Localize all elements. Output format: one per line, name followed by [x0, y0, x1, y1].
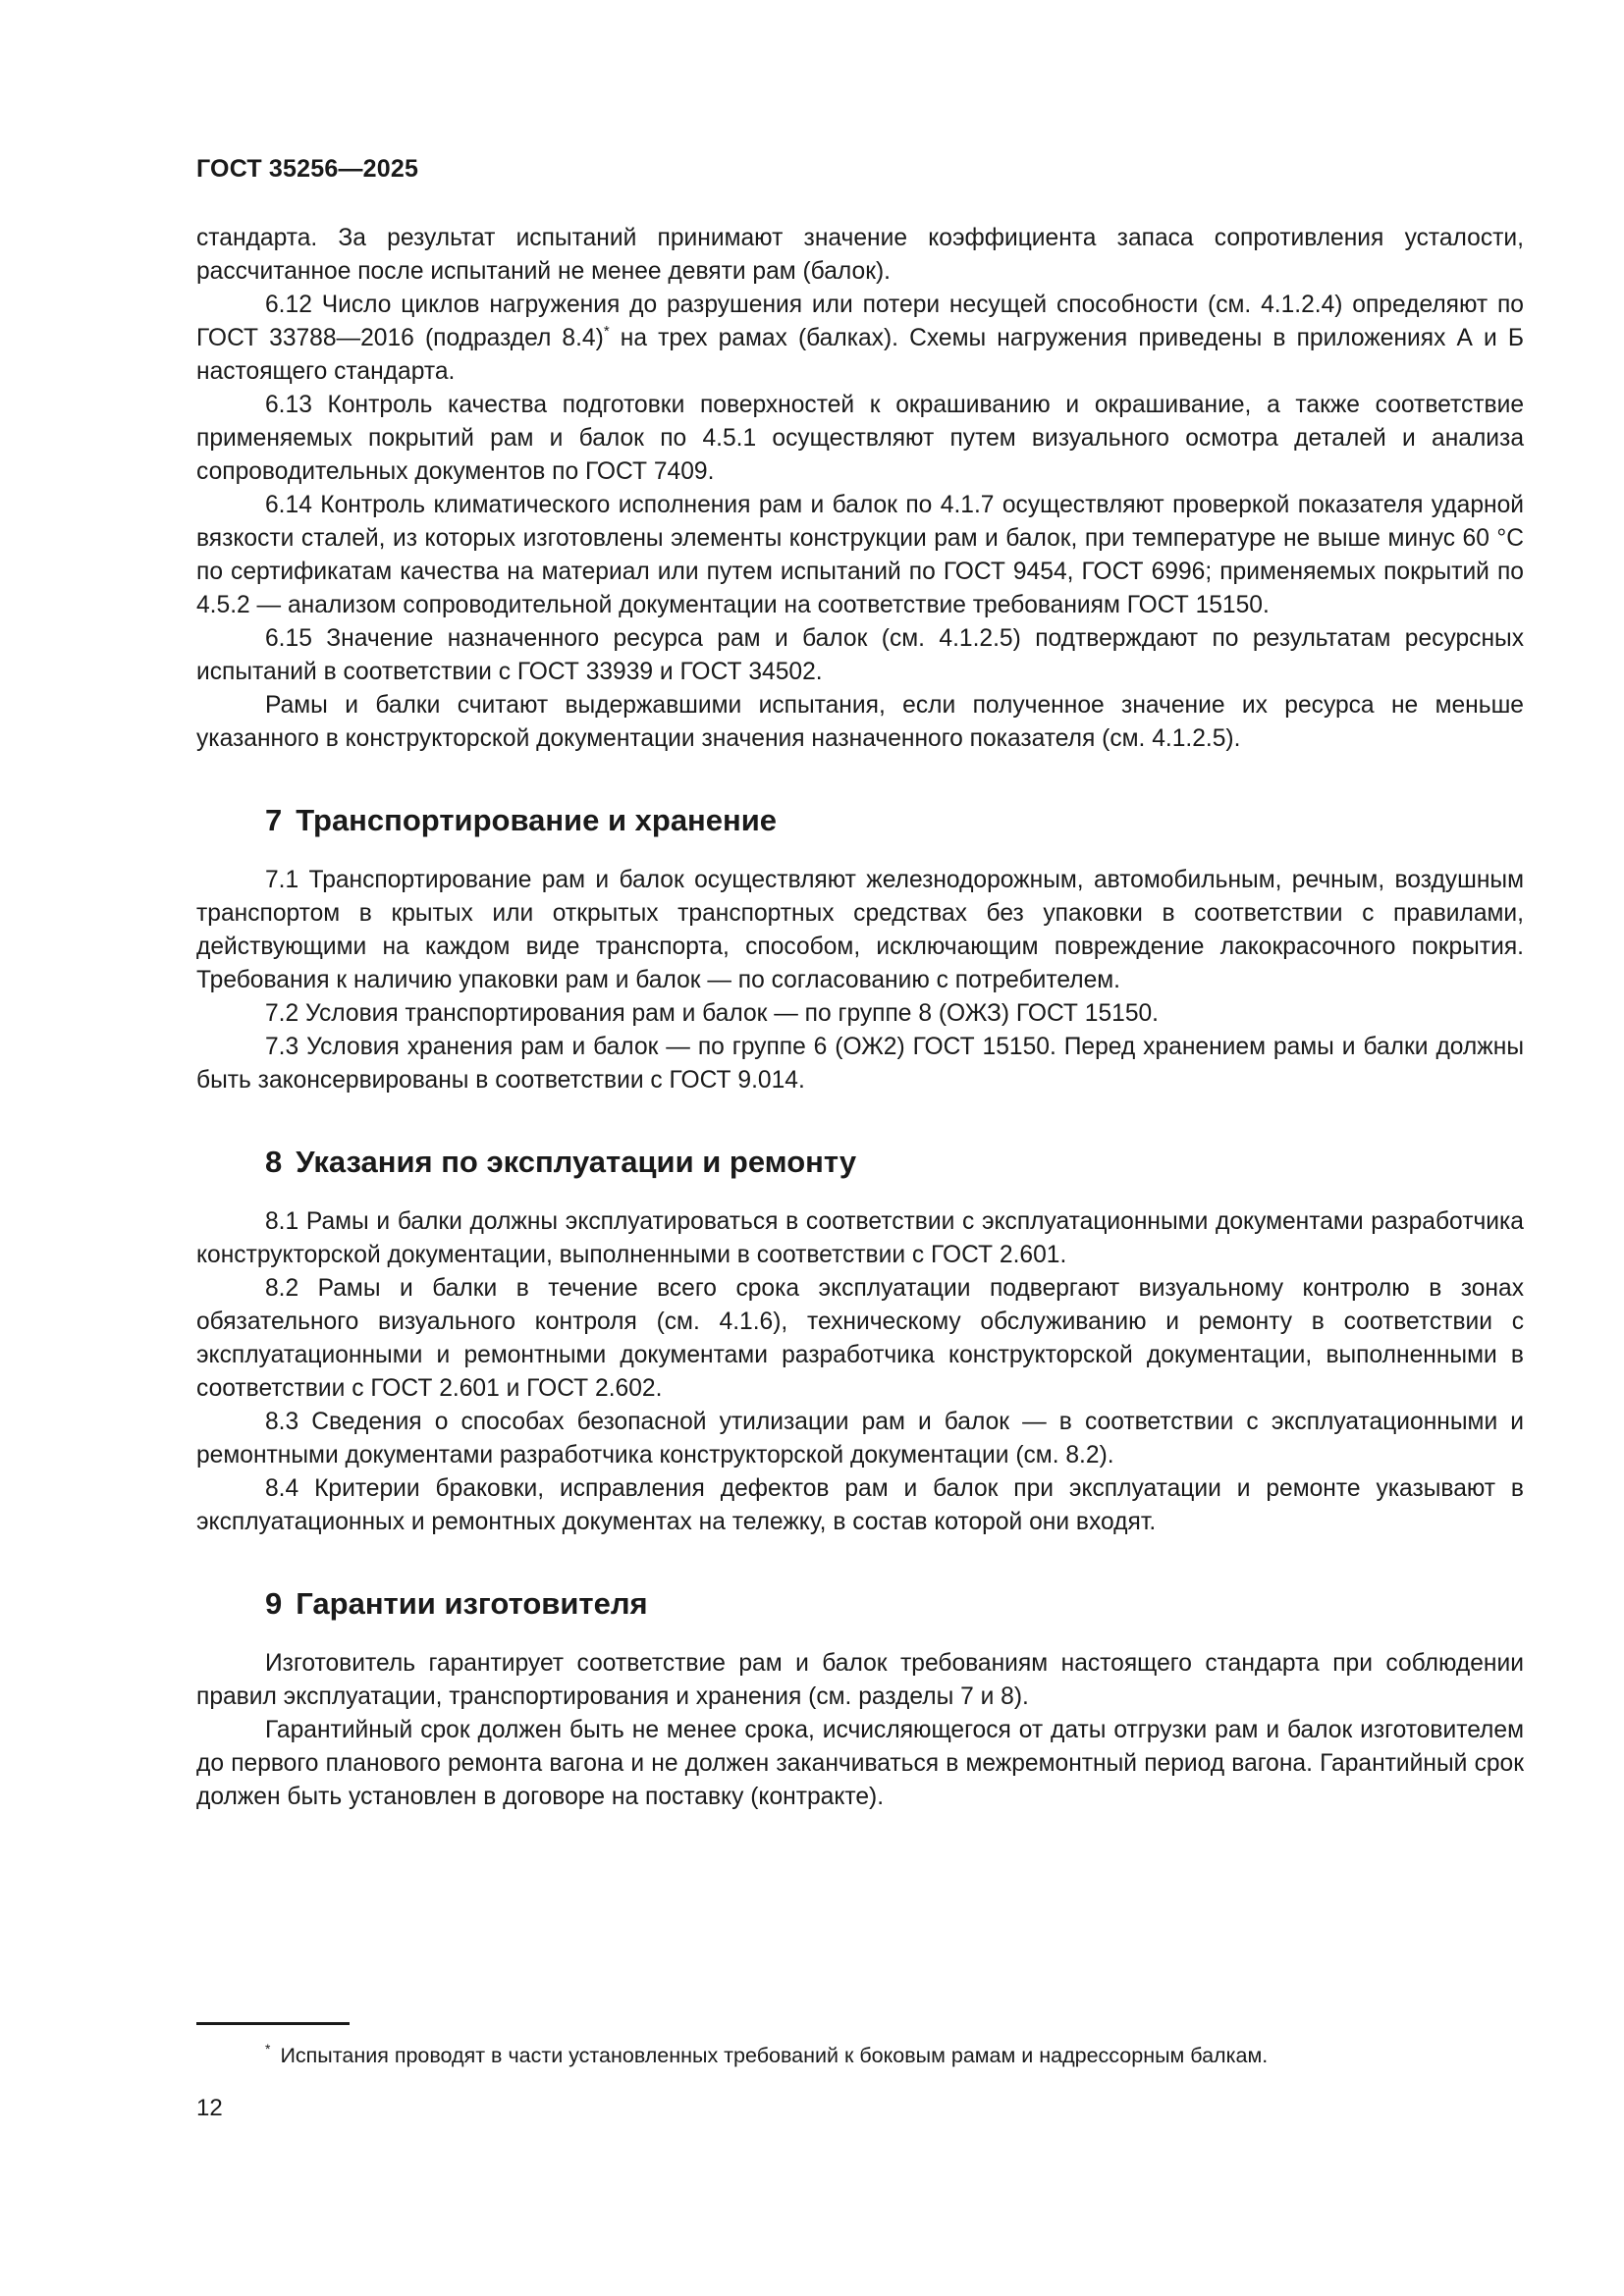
paragraph-6-14: 6.14 Контроль климатического исполнения рам и балок по 4.1.7 осуществляют проверкой показателя ударной вязкости сталей, из которых изготовлены элементы конструкции рам и балок, при температуре не выше минус 60 °С по сертификатам качества на материал или путем испытаний по ГОСТ 9454, ГОСТ 6996; применяемых покрытий по 4.5.2 — анализом сопроводительной документации на соответствие требованиям ГОСТ 15150. [196, 492, 1524, 618]
paragraph-8-2: 8.2 Рамы и балки в течение всего срока эксплуатации подвергают визуальному контролю в зонах обязательного визуального контроля (см. 4.1.6), техническому обслуживанию и ремонту в соответствии с эксплуатационными и ремонтными документами разработчика конструкторской документации, выполненными в соответствии с ГОСТ 2.601 и ГОСТ 2.602. [196, 1275, 1524, 1402]
section-8-heading [196, 1143, 1524, 1182]
document-body [196, 222, 1524, 1814]
section-9-heading [196, 1584, 1524, 1624]
section-8-title: Указания по эксплуатации и ремонту [296, 1145, 857, 1179]
paragraph-6-11-continued: стандарта. За результат испытаний принимают значение коэффициента запаса сопротивления усталости, рассчитанное после испытаний не менее девяти рам (балок). [196, 225, 1524, 285]
paragraph-6-12 [196, 289, 1524, 389]
paragraph-9-1: Изготовитель гарантирует соответствие рам и балок требованиям настоящего стандарта при соблюдении правил эксплуатации, транспортирования и хранения (см. разделы 7 и 8). [196, 1650, 1524, 1710]
paragraph-9-2: Гарантийный срок должен быть не менее срока, исчисляющегося от даты отгрузки рам и балок изготовителем до первого планового ремонта вагона и не должен заканчиваться в межремонтный период вагона. Гарантийный срок должен быть установлен в договоре на поставку (контракте). [196, 1717, 1524, 1810]
paragraph-7-3: 7.3 Условия хранения рам и балок — по группе 6 (ОЖ2) ГОСТ 15150. Перед хранением рамы и балки должны быть законсервированы в соответствии с ГОСТ 9.014. [196, 1034, 1524, 1094]
paragraph-6-12-text-a: 6.12 Число циклов нагружения до разрушения или потери несущей способности (см. 4.1.2.4) определяют по ГОСТ 33788—2016 (подраздел 8.4) [196, 292, 1524, 351]
footnote-text: Испытания проводят в части установленных требований к боковым рамам и надрессорным балкам. [280, 2044, 1269, 2067]
footnote-divider [196, 2022, 350, 2025]
section-7-number: 7 [265, 803, 283, 837]
paragraph-6-15: 6.15 Значение назначенного ресурса рам и балок (см. 4.1.2.5) подтверждают по результатам ресурсных испытаний в соответствии с ГОСТ 33939 и ГОСТ 34502. [196, 625, 1524, 685]
page-number: 12 [196, 2095, 223, 2121]
section-9-title: Гарантии изготовителя [296, 1586, 648, 1621]
paragraph-6-13: 6.13 Контроль качества подготовки поверхностей к окрашиванию и окрашивание, а также соответствие применяемых покрытий рам и балок по 4.5.1 осуществляют путем визуального осмотра деталей и анализа сопроводительных документов по ГОСТ 7409. [196, 392, 1524, 485]
paragraph-6-12-text-b: на трех рамах (балках). Схемы нагружения приведены в приложениях А и Б настоящего стандарта. [196, 325, 1524, 385]
document-header: ГОСТ 35256—2025 [196, 155, 419, 183]
paragraph-7-2: 7.2 Условия транспортирования рам и балок — по группе 8 (ОЖЗ) ГОСТ 15150. [265, 1000, 1160, 1027]
section-7-heading [196, 801, 1524, 840]
section-9-number: 9 [265, 1586, 283, 1621]
section-8-number: 8 [265, 1145, 283, 1179]
footnote-reference: * [603, 323, 610, 340]
paragraph-8-4: 8.4 Критерии браковки, исправления дефектов рам и балок при эксплуатации и ремонте указывают в эксплуатационных и ремонтных документах на тележку, в состав которой они входят. [196, 1475, 1524, 1535]
paragraph-8-3: 8.3 Сведения о способах безопасной утилизации рам и балок — в соответствии с эксплуатационными и ремонтными документами разработчика конструкторской документации (см. 8.2). [196, 1409, 1524, 1468]
footnote [265, 2042, 1522, 2069]
section-7-title: Транспортирование и хранение [296, 803, 778, 837]
paragraph-7-1: 7.1 Транспортирование рам и балок осуществляют железнодорожным, автомобильным, речным, воздушным транспортом в крытых или открытых транспортных средствах без упаковки в соответствии с правилами, действующими на каждом виде транспорта, способом, исключающим повреждение лакокрасочного покрытия. Требования к наличию упаковки рам и балок — по согласованию с потребителем. [196, 867, 1524, 993]
paragraph-8-1: 8.1 Рамы и балки должны эксплуатироваться в соответствии с эксплуатационными документами разработчика конструкторской документации, выполненными в соответствии с ГОСТ 2.601. [196, 1208, 1524, 1268]
footnote-mark: * [265, 2041, 271, 2056]
paragraph-6-15-conclusion: Рамы и балки считают выдержавшими испытания, если полученное значение их ресурса не меньше указанного в конструкторской документации значения назначенного показателя (см. 4.1.2.5). [196, 692, 1524, 752]
